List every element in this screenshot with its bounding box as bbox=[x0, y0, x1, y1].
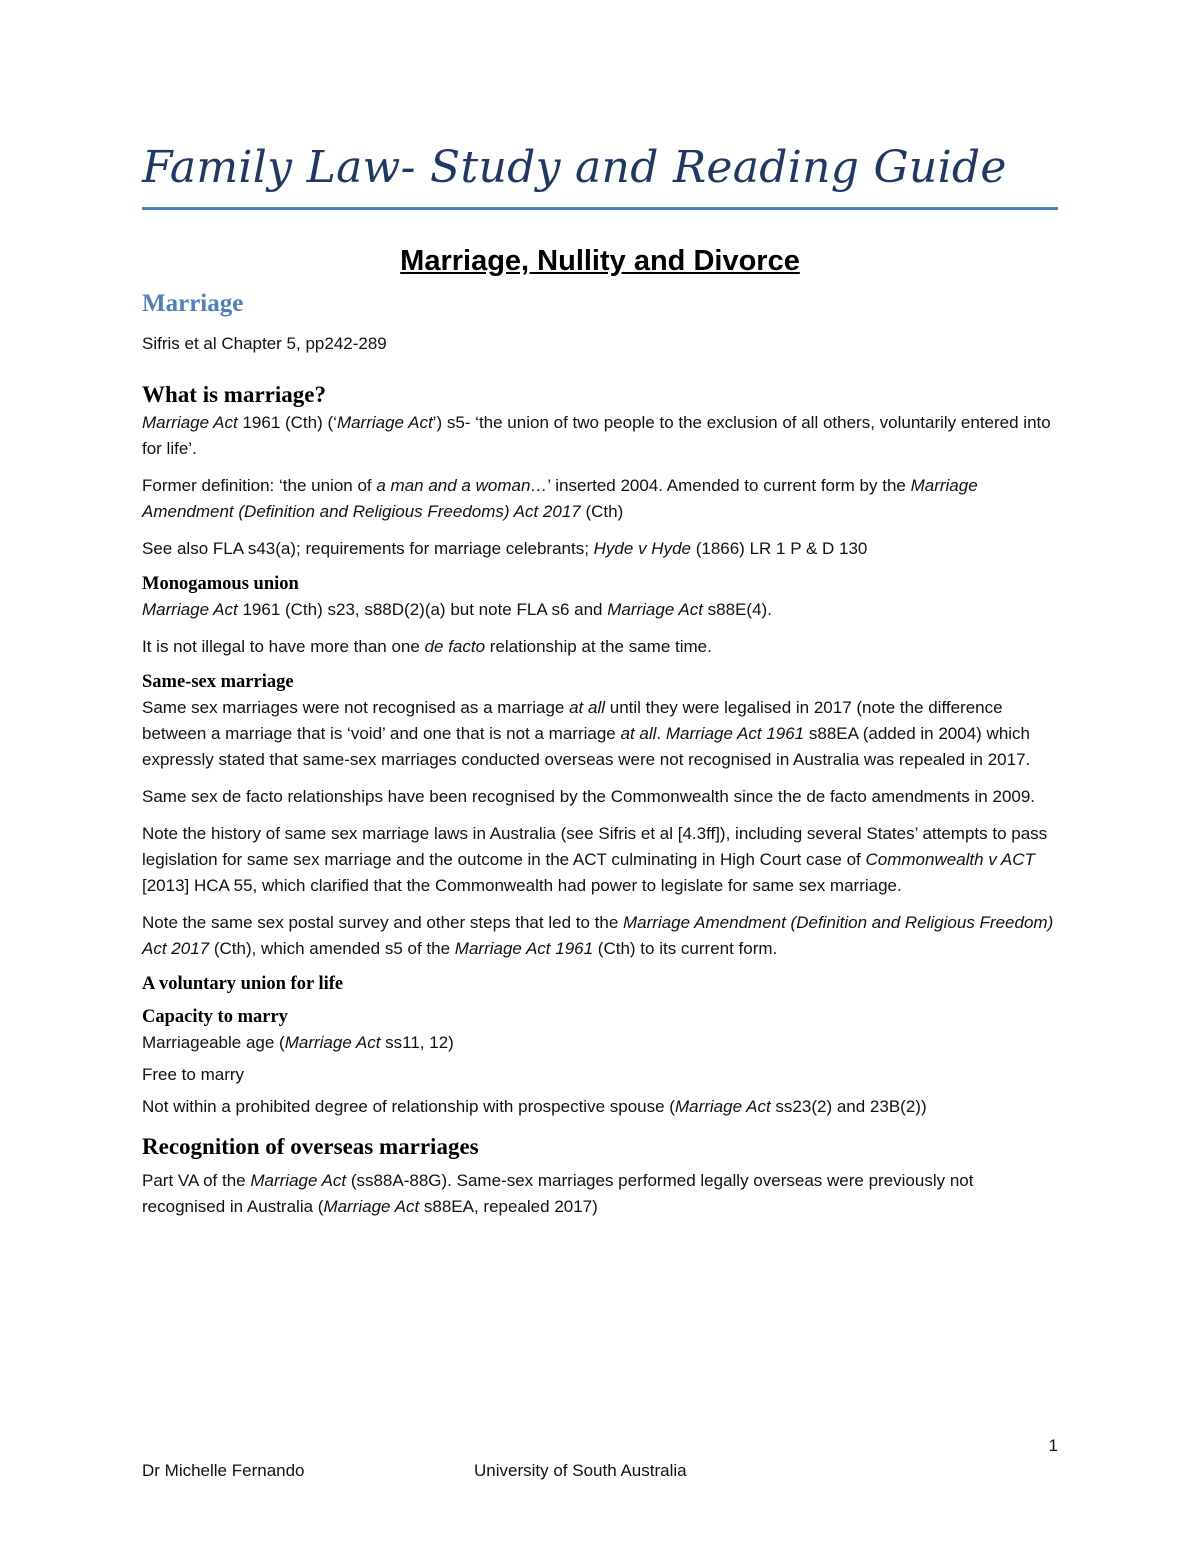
document-body bbox=[142, 290, 1058, 1231]
text-run: s88E(4). bbox=[702, 600, 772, 619]
text-run: until they were legalised in 2017 (note the difference between a marriage that is ‘void’ and one that is not a marriage bbox=[142, 698, 1003, 743]
italic-text: Marriage Act 1961 bbox=[665, 724, 805, 743]
italic-text: Marriage Act bbox=[674, 1097, 771, 1116]
text-run: See also FLA s43(a); requirements for marriage celebrants; bbox=[142, 539, 594, 558]
subheading-capacity-to-marry: Capacity to marry bbox=[142, 1007, 288, 1027]
footer-author: Dr Michelle Fernando bbox=[142, 1461, 305, 1480]
text-run: ss23(2) and 23B(2)) bbox=[770, 1097, 927, 1116]
text-run: (ss88A-88G). Same-sex marriages performed legally overseas were previously not recognised in Australia ( bbox=[142, 1171, 974, 1216]
text-run: 1961 (Cth) (‘ bbox=[237, 413, 337, 432]
paragraph bbox=[142, 1062, 1058, 1088]
text-run: 1961 (Cth) s23, s88D(2)(a) but note FLA s6 and bbox=[237, 600, 608, 619]
paragraph bbox=[142, 410, 1058, 462]
paragraph bbox=[142, 695, 1058, 773]
paragraph bbox=[142, 1030, 1058, 1056]
italic-text: de facto bbox=[424, 637, 486, 656]
italic-text: Marriage Act bbox=[284, 1033, 381, 1052]
italic-text: at all bbox=[620, 724, 657, 743]
text-run: ss11, 12) bbox=[380, 1033, 454, 1052]
paragraph bbox=[142, 910, 1058, 962]
text-run: Part VA of the bbox=[142, 1171, 251, 1190]
italic-text: at all bbox=[569, 698, 606, 717]
text-run: ’) s5- ‘the union of two people to the exclusion of all others, voluntarily entered into for life’. bbox=[142, 413, 1051, 458]
text-run: Same sex marriages were not recognised as a marriage bbox=[142, 698, 570, 717]
chapter-heading: Marriage, Nullity and Divorce bbox=[400, 245, 800, 277]
paragraph bbox=[142, 1094, 1058, 1120]
text-run: relationship at the same time. bbox=[485, 637, 712, 656]
paragraph bbox=[142, 473, 1058, 525]
italic-text: Marriage Act bbox=[323, 1197, 420, 1216]
italic-text: Commonwealth v ACT bbox=[865, 850, 1035, 869]
text-run: (Cth) to its current form. bbox=[593, 939, 778, 958]
section-heading-what-is-marriage: What is marriage? bbox=[142, 382, 326, 407]
italic-text: Marriage Act bbox=[142, 600, 238, 619]
text-run: It is not illegal to have more than one bbox=[142, 637, 425, 656]
paragraph bbox=[142, 821, 1058, 899]
italic-text: a man and a woman… bbox=[376, 476, 548, 495]
paragraph bbox=[142, 634, 1058, 660]
paragraph bbox=[142, 784, 1058, 810]
italic-text: Marriage Act bbox=[336, 413, 433, 432]
italic-text: Hyde v Hyde bbox=[593, 539, 691, 558]
document-title: Family Law- Study and Reading Guide bbox=[142, 142, 1007, 193]
italic-text: Marriage Amendment (Definition and Religious Freedom) Act 2017 bbox=[142, 913, 1054, 958]
text-run: [2013] HCA 55, which clarified that the Commonwealth had power to legislate for same sex marriage. bbox=[142, 876, 902, 895]
text-run: (Cth) bbox=[580, 502, 624, 521]
paragraph bbox=[142, 1168, 1058, 1220]
section-heading-marriage: Marriage bbox=[142, 290, 244, 317]
text-run: ’ inserted 2004. Amended to current form by the bbox=[547, 476, 911, 495]
text-run: Free to marry bbox=[142, 1065, 245, 1084]
italic-text: Marriage Amendment (Definition and Religious Freedoms) Act 2017 bbox=[142, 476, 978, 521]
page-number: 1 bbox=[1048, 1436, 1058, 1455]
text-run: (1866) LR 1 P & D 130 bbox=[690, 539, 868, 558]
footer-institution: University of South Australia bbox=[474, 1461, 687, 1480]
subheading-voluntary-union: A voluntary union for life bbox=[142, 974, 344, 994]
subheading-same-sex-marriage: Same-sex marriage bbox=[142, 672, 294, 692]
paragraph bbox=[142, 597, 1058, 623]
italic-text: Marriage Act 1961 bbox=[454, 939, 594, 958]
text-run: (Cth), which amended s5 of the bbox=[209, 939, 455, 958]
text-run: Note the history of same sex marriage laws in Australia (see Sifris et al [4.3ff]), including several States’ attempts to pass legislation for same sex marriage and the outcome in the ACT culminating in High Court case of bbox=[142, 824, 1048, 869]
italic-text: Marriage Act bbox=[607, 600, 703, 619]
document-page bbox=[142, 0, 1058, 1553]
text-run: . bbox=[656, 724, 666, 743]
text-run: Note the same sex postal survey and other steps that led to the bbox=[142, 913, 623, 932]
text-run: Not within a prohibited degree of relationship with prospective spouse ( bbox=[142, 1097, 675, 1116]
paragraph bbox=[142, 536, 1058, 562]
italic-text: Marriage Act bbox=[250, 1171, 347, 1190]
text-run: Former definition: ‘the union of bbox=[142, 476, 377, 495]
reading-reference: Sifris et al Chapter 5, pp242-289 bbox=[142, 334, 387, 353]
text-run: Same sex de facto relationships have been recognised by the Commonwealth since the de facto amendments in 2009. bbox=[142, 787, 1036, 806]
text-run: Marriageable age ( bbox=[142, 1033, 285, 1052]
subheading-monogamous-union: Monogamous union bbox=[142, 574, 299, 594]
text-run: s88EA (added in 2004) which expressly stated that same-sex marriages conducted overseas were not recognised in Australia was repealed in 2017. bbox=[142, 724, 1031, 769]
text-run: s88EA, repealed 2017) bbox=[419, 1197, 598, 1216]
section-heading-recognition-overseas: Recognition of overseas marriages bbox=[142, 1134, 479, 1159]
title-underline-rule bbox=[142, 207, 1058, 210]
italic-text: Marriage Act bbox=[142, 413, 238, 432]
